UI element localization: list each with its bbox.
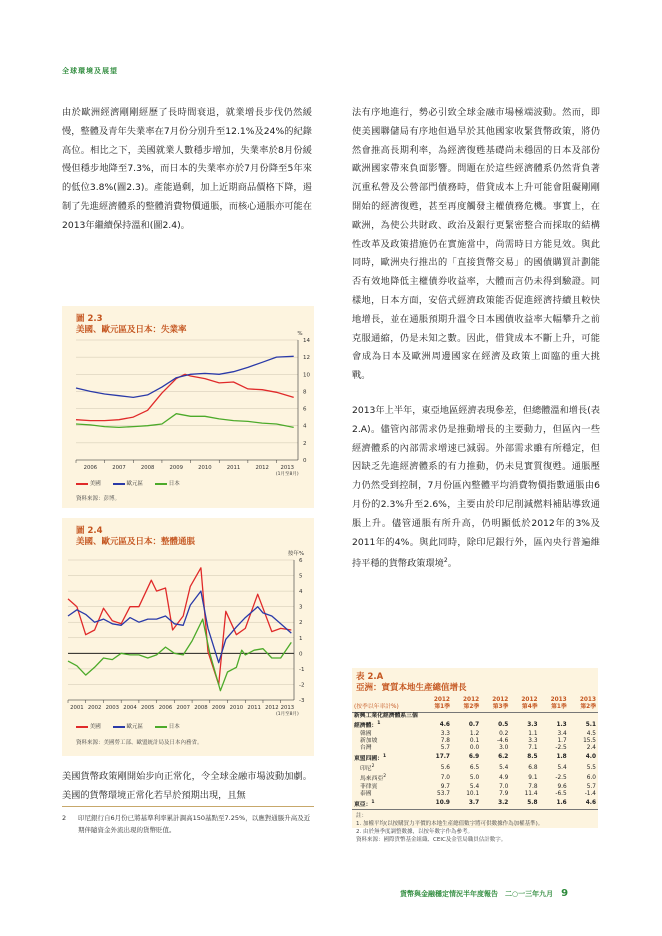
table-cell: 5.7 — [440, 745, 450, 752]
table-cell: -2.5 — [555, 745, 567, 752]
table-cell: 5.1 — [585, 721, 596, 728]
row-label: 經濟體：$^1$ — [354, 721, 381, 730]
series-line-美國 — [68, 568, 291, 685]
x-tick-label: 2010 — [229, 705, 244, 711]
table-row — [352, 712, 598, 720]
unemployment-chart — [62, 318, 314, 478]
footnote-text: 印尼銀行自6月份已將基準利率累計調高150基點至7.25%，以應對通脹升高及近期伴隨資金外流出現的貨幣貶值。 — [78, 814, 311, 834]
table-cell: 5.0 — [469, 774, 480, 781]
col-year: 2012 — [433, 697, 450, 703]
col-quarter: 第2季 — [580, 704, 596, 711]
table-2a — [352, 668, 598, 843]
table-body — [352, 712, 598, 809]
x-tick-label: 2012 — [265, 705, 279, 711]
table-cell: 7.0 — [499, 783, 509, 790]
x-tick-label: 2011 — [247, 705, 261, 711]
col-quarter: 第1季 — [434, 704, 450, 711]
table-cell: 3.3 — [527, 721, 538, 728]
figure-label: 圖 2.4 — [76, 526, 103, 536]
table-cell: 1.2 — [469, 730, 480, 737]
note-item: 1. 加權平均(以按購買力平價的本地生產總值數字將可供數據作為加權基準)。 — [356, 820, 544, 827]
table-cell: 6.8 — [528, 764, 538, 771]
col-year: 2012 — [521, 697, 538, 703]
x-tick-label: 2002 — [87, 705, 102, 711]
right-column — [352, 104, 600, 586]
y-tick-label: 0 — [299, 651, 303, 658]
table-cell: 8.5 — [527, 754, 538, 761]
y-tick-label: -1 — [299, 666, 305, 673]
table-cell: 6.9 — [468, 754, 480, 761]
figure-title: 美國、歐元區及日本：整體通脹 — [76, 537, 196, 547]
x-tick-label: 2008 — [194, 705, 208, 711]
table-cell: 5.8 — [527, 800, 538, 807]
y-tick-label: 6 — [303, 406, 307, 413]
table-row — [352, 763, 598, 773]
table-notes — [352, 809, 598, 846]
series-line-歐元區 — [68, 591, 291, 663]
table-cell: 3.0 — [499, 745, 509, 752]
y-tick-label: 10 — [303, 372, 310, 379]
table-cell: 6.0 — [586, 774, 596, 781]
page-number: 9 — [561, 888, 569, 899]
table-cell: 0.7 — [468, 721, 480, 728]
y-tick-label: 3 — [299, 604, 303, 611]
legend-item-euro: 歐元區 — [113, 479, 143, 487]
table-cell: 17.7 — [435, 754, 450, 761]
x-tick-label: 2013 — [280, 465, 295, 471]
legend-item-euro: 歐元區 — [113, 722, 143, 730]
row-label: 東亞：$^1$ — [354, 799, 375, 808]
notes-label: 註： — [356, 812, 368, 819]
col-year: 2012 — [492, 697, 509, 703]
paragraph: 法有序地進行，勢必引致全球金融市場極端波動。然而，即使美國聯儲局有序地但過早於其他國家收緊貨幣政策，將仍然會推高長期利率，為經濟復甦基礎尚未穩固的日本及部份歐洲國家帶來負面影響。問題在於這些經濟體系仍然背負著沉重私營及公營部門債務時，借貸成本上升可能會阻礙剛剛開始的經濟復甦，甚至再度觸發主權債務危機。事實上，在歐洲，為使公共財政、政治及銀行更緊密整合而採取的結構性改革及政策措施仍在實施當中，尚需時日方能見效。與此同時，歐洲央行推出的「直接貨幣交易」的國債購買計劃能否有效地降低主權債券收益率，大體而言仍未得到驗證。同樣地，日本方面，安倍式經濟政策能否促進經濟持續且較快地增長，並在通脹預期升溫令日本國債收益率大幅攀升之前克服通縮，仍是未知之數。因此，借貸成本不斷上升，可能會成為日本及歐洲周邊國家在經濟及政策上面臨的重大挑戰。 — [352, 107, 600, 382]
chart-legend — [76, 479, 180, 487]
table-row — [352, 799, 598, 809]
figure-2-3 — [62, 306, 314, 508]
table-label: 表 2.A — [356, 672, 384, 682]
table-row — [352, 720, 598, 730]
footnote-ref: 2 — [443, 557, 448, 565]
table-cell: 5.4 — [557, 764, 567, 771]
table-cell: 1.8 — [556, 754, 567, 761]
table-cell: 5.6 — [440, 764, 450, 771]
table-cell: 6.5 — [469, 764, 480, 771]
y-tick-label: 8 — [303, 389, 307, 396]
y-axis-unit: % — [297, 331, 303, 337]
col-quarter: 第4季 — [521, 704, 538, 711]
table-row — [352, 745, 598, 752]
y-tick-label: 4 — [303, 423, 307, 430]
y-tick-label: 12 — [303, 355, 310, 362]
table-cell: 0.5 — [498, 721, 509, 728]
x-tick-label: 2009 — [169, 465, 184, 471]
row-label: 新加坡 — [360, 737, 378, 744]
y-tick-label: -2 — [299, 682, 305, 689]
table-title: 亞洲：實質本地生產總值增長 — [356, 683, 467, 693]
x-tick-label: 2005 — [141, 705, 155, 711]
x-tick-label: 2007 — [176, 705, 190, 711]
table-cell: 7.1 — [528, 745, 538, 752]
col-quarter: 第2季 — [463, 704, 480, 711]
left-column-top — [62, 104, 312, 248]
table-cell: 9.6 — [557, 783, 567, 790]
table-row — [352, 753, 598, 763]
table-cell: 5.7 — [586, 783, 596, 790]
table-row — [352, 773, 598, 783]
y-tick-label: -3 — [299, 698, 305, 704]
table-cell: 11.4 — [524, 791, 538, 798]
x-tick-label: 2001 — [70, 705, 84, 711]
left-column-bottom — [62, 768, 312, 818]
footnote-divider — [62, 806, 314, 807]
col-quarter: 第3季 — [492, 704, 509, 711]
table-cell: 0.2 — [499, 730, 509, 737]
unit-label: (按季以年率計%) — [354, 704, 399, 711]
row-label: 馬來西亞$^2$ — [360, 774, 387, 783]
x-axis-note: (1月至8月) — [275, 712, 299, 717]
page-footer — [400, 888, 568, 899]
legend-item-japan: 日本 — [155, 722, 180, 730]
y-tick-label: 5 — [299, 573, 303, 580]
x-tick-label: 2010 — [198, 465, 212, 471]
table-cell: 9.1 — [528, 774, 538, 781]
table-cell: 3.3 — [440, 730, 450, 737]
x-tick-label: 2006 — [158, 705, 173, 711]
figure-label: 圖 2.3 — [76, 314, 103, 324]
table-cell: 1.1 — [528, 730, 538, 737]
table-row — [352, 738, 598, 745]
paragraph: 美國貨幣政策剛開始步向正常化，令全球金融市場波動加劇。美國的貨幣環境正常化若早於預期出現，且無 — [62, 771, 312, 801]
y-tick-label: 0 — [303, 458, 307, 464]
table-cell: -2.5 — [555, 774, 567, 781]
table-source: 資料來源：國際貨幣基金組織、CEIC及金管局職員估計數字。 — [356, 836, 507, 843]
table-cell: 1.3 — [556, 721, 567, 728]
table-row — [352, 791, 598, 798]
x-axis-note: (1月至8月) — [275, 472, 299, 477]
table-cell: 3.2 — [498, 800, 509, 807]
row-label: 韓國 — [360, 730, 372, 737]
y-tick-label: 6 — [299, 558, 303, 564]
table-cell: 0.0 — [469, 745, 480, 752]
x-tick-label: 2009 — [211, 705, 226, 711]
table-cell: 2.4 — [586, 745, 596, 752]
row-label: 泰國 — [360, 791, 372, 798]
table-cell: 7.8 — [528, 783, 538, 790]
y-tick-label: 2 — [299, 620, 303, 627]
y-tick-label: 4 — [299, 589, 303, 596]
row-label: 東盟四國：$^1$ — [354, 753, 387, 762]
col-year: 2013 — [579, 697, 596, 703]
x-tick-label: 2012 — [255, 465, 269, 471]
footnote — [62, 812, 312, 836]
row-label: 台灣 — [360, 745, 372, 752]
table-cell: 10.1 — [466, 791, 480, 798]
legend-item-us: 美國 — [76, 479, 101, 487]
legend-item-us: 美國 — [76, 722, 101, 730]
col-year: 2012 — [463, 697, 480, 703]
col-year: 2013 — [550, 697, 567, 703]
table-cell: 4.5 — [586, 730, 596, 737]
table-row — [352, 784, 598, 791]
table-cell: 4.9 — [499, 774, 509, 781]
figure-source: 資料來源：美國勞工部、歐盟統計局及日本內務省。 — [76, 740, 203, 746]
x-tick-label: 2011 — [226, 465, 241, 471]
col-quarter: 第1季 — [551, 704, 567, 711]
table-cell: -4.6 — [497, 737, 509, 744]
table-cell: 10.9 — [435, 800, 450, 807]
y-tick-label: 2 — [303, 440, 307, 447]
table-cell: 3.4 — [557, 730, 567, 737]
section-label: 全球環境及展望 — [62, 67, 118, 75]
y-axis-unit: 按年% — [287, 551, 305, 557]
paragraph: 由於歐洲經濟剛剛經歷了長時間衰退，就業增長步伐仍然緩慢，整體及青年失業率在7月份分別升至12.1%及24%的紀錄高位。相比之下，美國就業人數穩步增加，失業率於8月份緩慢但穩步地降至7.3%，而日本的失業率亦於7月份降至5年來的低位3.8%(圖2.3)。產能過剩，加上近期商品價格下降，遏制了先進經濟體系的整體消費物價通脹，而核心通脹亦可能在2013年繼續保持溫和(圖2.4)。 — [62, 107, 312, 231]
x-tick-label: 2003 — [105, 705, 120, 711]
x-tick-label: 2013 — [280, 705, 295, 711]
table-cell: 5.4 — [499, 764, 509, 771]
table-cell: 7.0 — [440, 774, 450, 781]
row-label: 新興工業化經濟體系三個 — [354, 712, 418, 719]
footer-title: 貨幣與金融穩定情況半年度報告 二○一三年九月 — [400, 890, 554, 898]
table-cell: 9.7 — [440, 783, 450, 790]
figure-title: 美國、歐元區及日本：失業率 — [76, 325, 187, 335]
note-item: 2. 由於無季度調整數據，以按年數字作為參考。 — [356, 828, 473, 835]
table-cell: 6.2 — [498, 754, 509, 761]
chart-legend — [76, 722, 180, 730]
x-tick-label: 2006 — [83, 465, 98, 471]
paragraph: 2013年上半年，東亞地區經濟表現參差，但總體溫和增長(表2.A)。儘管內部需求仍是推動增長的主要動力，但區內一些經濟體系的內部需求增速已減弱。外部需求雖有所穩定，但因缺乏先進經濟體系的有力推動，仍未見實質復甦。通脹壓力仍然受到控制，7月份區內整體平均消費物價指數通脹由6月份的2.3%升至2.6%，主要由於印尼削減燃料補貼導致通脹上升。儘管通脹有所升高，仍明顯低於2012年的3%及2011年的4%。與此同時，除印尼銀行外，區內央行普遍維持平穩的貨幣政策環境$^2$。 — [352, 404, 600, 570]
x-tick-label: 2007 — [112, 465, 126, 471]
series-line-美國 — [76, 374, 294, 420]
table-cell: 15.5 — [583, 737, 596, 744]
table-cell: 4.0 — [585, 754, 596, 761]
table-cell: 3.3 — [528, 737, 538, 744]
table-cell: 5.5 — [586, 764, 596, 771]
table-cell: 3.7 — [468, 800, 480, 807]
table-cell: 1.7 — [557, 737, 567, 744]
y-tick-label: 1 — [299, 635, 303, 642]
table-cell: 5.4 — [469, 783, 480, 790]
table-cell: 7.9 — [499, 791, 509, 798]
figure-2-4 — [62, 518, 314, 756]
table-cell: 53.7 — [437, 791, 450, 798]
legend-item-japan: 日本 — [155, 479, 180, 487]
table-cell: 1.6 — [556, 800, 567, 807]
series-line-日本 — [68, 619, 291, 691]
x-tick-label: 2008 — [140, 465, 155, 471]
table-cell: -6.5 — [555, 791, 567, 798]
x-tick-label: 2004 — [123, 705, 137, 711]
inflation-chart — [62, 546, 314, 746]
table-cell: 0.1 — [469, 737, 480, 744]
table-cell: 4.6 — [439, 721, 450, 728]
row-label: 印尼$^2$ — [360, 764, 375, 773]
table-cell: 7.8 — [440, 737, 450, 744]
gdp-table — [352, 697, 598, 809]
footnote-number: 2 — [62, 814, 67, 822]
table-cell: 4.6 — [585, 800, 596, 807]
table-cell: -1.4 — [584, 791, 596, 798]
y-tick-label: 14 — [303, 338, 310, 344]
figure-source: 資料來源：彭博。 — [76, 496, 121, 502]
table-row — [352, 731, 598, 738]
row-label: 菲律賓 — [360, 783, 378, 790]
